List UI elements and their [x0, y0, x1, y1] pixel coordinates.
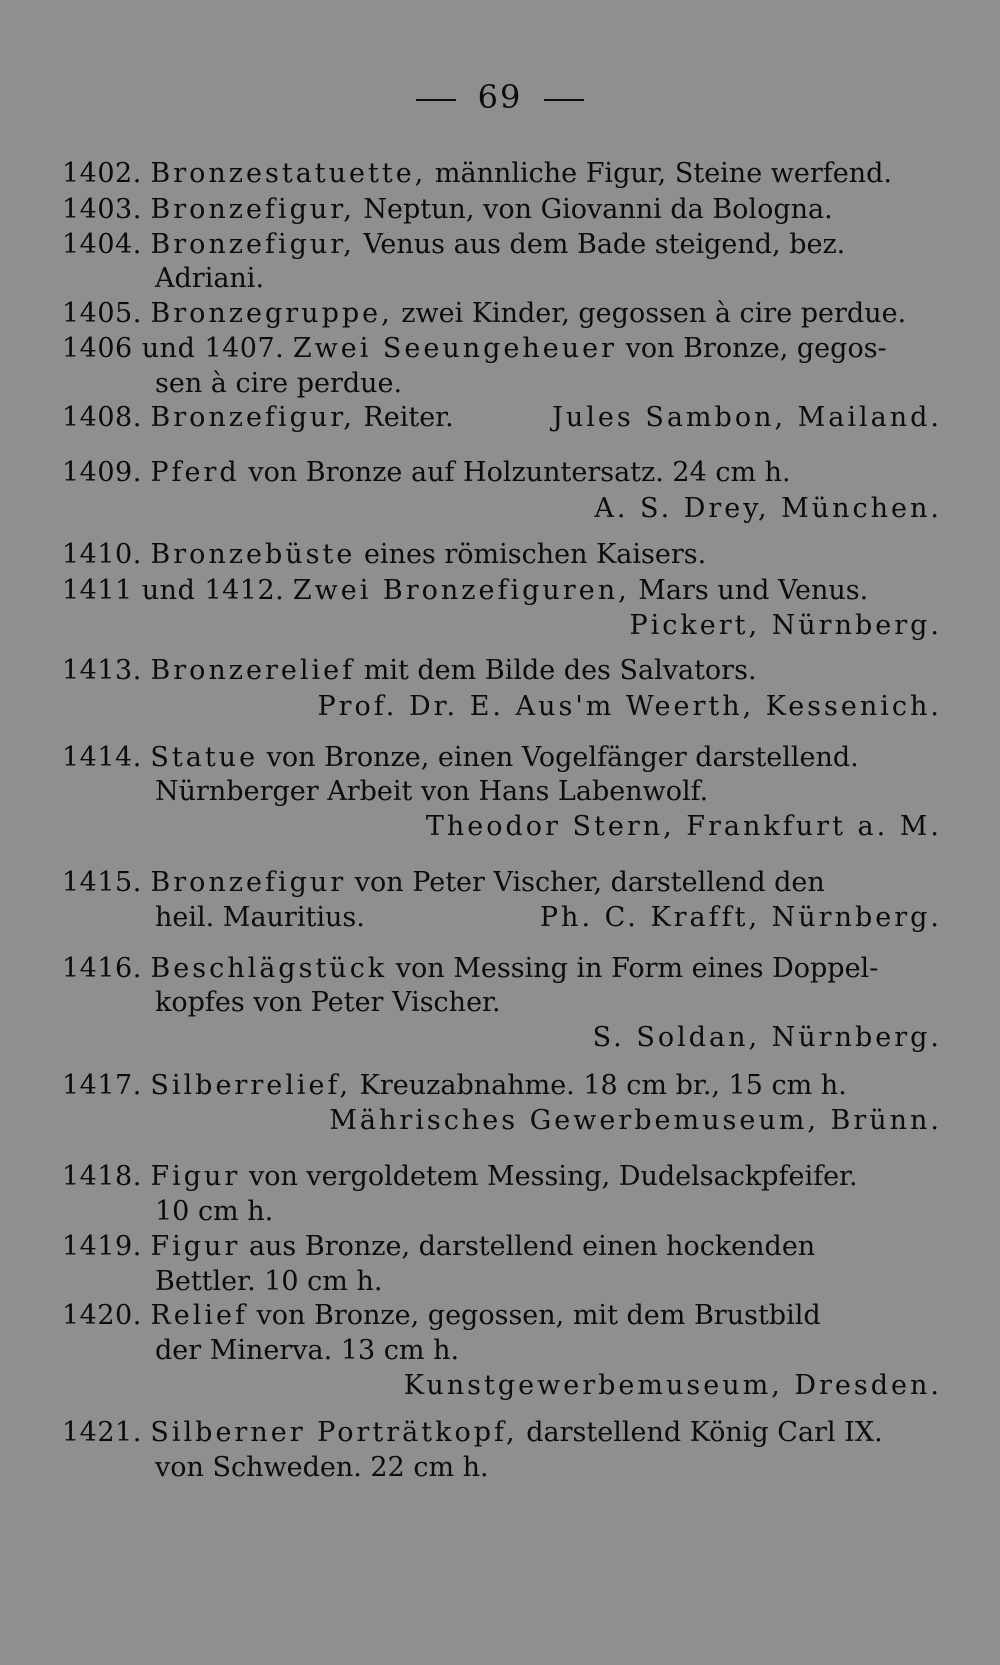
entry-number: 1419.	[62, 1231, 142, 1262]
entry-number: 1417.	[62, 1070, 142, 1101]
header-dash-right	[544, 99, 584, 101]
entry-text: aus Bronze, darstellend einen hockenden	[248, 1231, 816, 1262]
entry-text: darstellend König Carl IX.	[526, 1417, 883, 1448]
entry-text: von Bronze, gegossen, mit dem Brustbild	[256, 1300, 821, 1331]
entry-number: 1411 und 1412.	[62, 575, 285, 606]
entry-text: Venus aus dem Bade steigend, bez.	[363, 229, 846, 260]
entry-continuation: Adriani.	[155, 263, 265, 294]
entry-continuation: heil. Mauritius.	[155, 902, 365, 933]
entry-keyword: Zwei Seeungeheuer	[292, 333, 618, 364]
entry-keyword: Bronzegruppe,	[150, 298, 393, 329]
entry-keyword: Bronzefigur,	[150, 229, 355, 260]
entry-text: Mars und Venus.	[638, 575, 869, 606]
entry-keyword: Silberrelief,	[150, 1070, 352, 1101]
page-number: 69	[477, 78, 523, 116]
entry-number: 1406 und 1407.	[62, 333, 285, 364]
entry-keyword: Bronzefigur,	[150, 194, 355, 225]
entry-number: 1402.	[62, 158, 142, 189]
entry-text: von Bronze auf Holzuntersatz. 24 cm h.	[248, 457, 791, 488]
page-header	[0, 78, 1000, 116]
entry-line	[62, 1299, 821, 1333]
entry-owner: Ph. C. Krafft, Nürnberg.	[539, 902, 942, 933]
entry-owner: Theodor Stern, Frankfurt a. M.	[425, 811, 942, 842]
entry-text: von Bronze, einen Vogelfänger darstellend.	[266, 742, 859, 773]
entry-line	[62, 401, 454, 435]
entry-owner: Prof. Dr. E. Aus'm Weerth, Kessenich.	[317, 691, 942, 722]
entry-owner: S. Soldan, Nürnberg.	[592, 1022, 942, 1053]
entry-number: 1404.	[62, 229, 142, 260]
entry-keyword: Pferd	[150, 457, 240, 488]
entry-keyword: Beschlägstück	[150, 953, 388, 984]
entry-text: zwei Kinder, gegossen à cire perdue.	[401, 298, 907, 329]
entry-line	[62, 456, 791, 490]
entry-continuation: Bettler. 10 cm h.	[155, 1266, 383, 1297]
entry-line	[62, 157, 892, 191]
entry-keyword: Figur	[150, 1231, 241, 1262]
entry-owner: Kunstgewerbemuseum, Dresden.	[403, 1370, 942, 1401]
entry-number: 1415.	[62, 867, 142, 898]
entry-line	[62, 538, 706, 572]
entry-text: Reiter.	[363, 402, 454, 433]
entry-keyword: Bronzebüste	[150, 539, 356, 570]
entry-continuation: von Schweden. 22 cm h.	[155, 1452, 489, 1483]
entry-line	[62, 297, 906, 331]
entry-continuation: 10 cm h.	[155, 1196, 274, 1227]
entry-text: Kreuzabnahme. 18 cm br., 15 cm h.	[359, 1070, 847, 1101]
entry-text: eines römischen Kaisers.	[363, 539, 707, 570]
entry-text: von Bronze, gegos-	[625, 333, 887, 364]
entry-owner: Pickert, Nürnberg.	[629, 610, 942, 641]
entry-keyword: Statue	[150, 742, 259, 773]
entry-line	[62, 654, 757, 688]
entry-line	[62, 952, 878, 986]
entry-continuation: kopfes von Peter Vischer.	[155, 987, 501, 1018]
entry-keyword: Bronzefigur	[150, 867, 347, 898]
entry-line	[62, 332, 887, 366]
entry-keyword: Figur	[150, 1161, 241, 1192]
entry-line	[62, 1416, 883, 1450]
entry-keyword: Bronzerelief	[150, 655, 356, 686]
entry-keyword: Bronzefigur,	[150, 402, 355, 433]
entry-owner: Jules Sambon, Mailand.	[552, 402, 942, 433]
entry-number: 1416.	[62, 953, 142, 984]
entry-text: Neptun, von Giovanni da Bologna.	[363, 194, 833, 225]
entry-text: männliche Figur, Steine werfend.	[434, 158, 892, 189]
entry-number: 1420.	[62, 1300, 142, 1331]
entry-continuation: Nürnberger Arbeit von Hans Labenwolf.	[155, 776, 709, 807]
entry-continuation: der Minerva. 13 cm h.	[155, 1335, 460, 1366]
entry-text: von Messing in Form eines Doppel-	[395, 953, 879, 984]
entry-line	[62, 574, 868, 608]
entry-line	[62, 1069, 847, 1103]
entry-number: 1414.	[62, 742, 142, 773]
entry-keyword: Zwei Bronzefiguren,	[292, 575, 630, 606]
entry-keyword: Silberner Porträtkopf,	[150, 1417, 518, 1448]
entry-line	[62, 228, 845, 262]
entry-number: 1405.	[62, 298, 142, 329]
entry-line	[62, 866, 825, 900]
entry-keyword: Bronzestatuette,	[150, 158, 427, 189]
entry-number: 1403.	[62, 194, 142, 225]
entry-line	[62, 741, 859, 775]
header-dash-left	[416, 99, 456, 101]
entry-owner: A. S. Drey, München.	[594, 493, 942, 524]
entry-number: 1410.	[62, 539, 142, 570]
entry-line	[62, 193, 833, 227]
entry-number: 1413.	[62, 655, 142, 686]
entry-keyword: Relief	[150, 1300, 248, 1331]
entry-number: 1409.	[62, 457, 142, 488]
entry-owner: Mährisches Gewerbemuseum, Brünn.	[329, 1105, 942, 1136]
entry-text: von Peter Vischer, darstellend den	[354, 867, 825, 898]
entry-text: von vergoldetem Messing, Dudelsackpfeifer.	[248, 1161, 858, 1192]
entry-continuation: sen à cire perdue.	[155, 368, 403, 399]
entry-number: 1408.	[62, 402, 142, 433]
entry-number: 1418.	[62, 1161, 142, 1192]
entry-number: 1421.	[62, 1417, 142, 1448]
entry-line	[62, 1160, 858, 1194]
entry-line	[62, 1230, 815, 1264]
entry-text: mit dem Bilde des Salvators.	[363, 655, 757, 686]
